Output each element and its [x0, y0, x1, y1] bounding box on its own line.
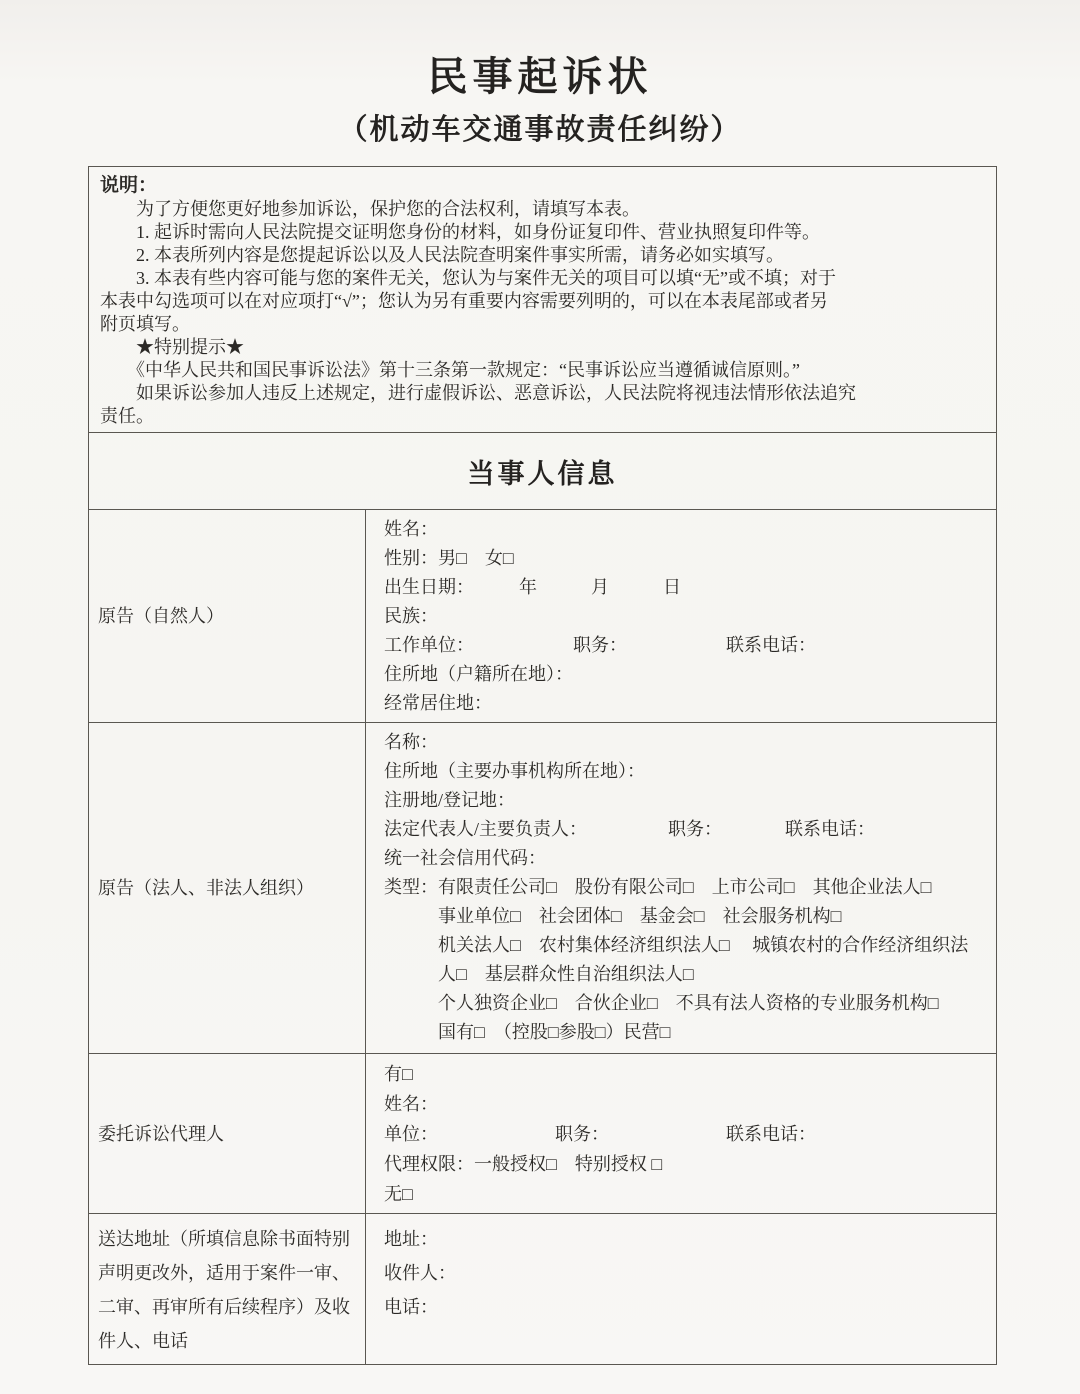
field-credit-code: 统一社会信用代码： [384, 848, 546, 868]
instructions-section [89, 167, 996, 432]
party-info-header: 当事人信息 [89, 432, 996, 509]
page-subtitle: （机动车交通事故责任纠纷） [338, 114, 742, 146]
row-label-plaintiff-natural: 原告（自然人） [89, 510, 366, 722]
field-org-type-checkboxes: 个人独资企业□ 合伙企业□ 不具有法人资格的专业服务机构□ [384, 993, 939, 1013]
instruction-line: 3. 本表有些内容可能与您的案件无关，您认为与案件无关的项目可以填“无”或不填；对于 [100, 268, 836, 288]
field-domicile: 住所地（户籍所在地）： [384, 664, 573, 684]
instruction-line: 《中华人民共和国民事诉讼法》第十三条第一款规定：“民事诉讼应当遵循诚信原则。” [100, 360, 800, 380]
field-org-type-checkboxes: 事业单位□ 社会团体□ 基金会□ 社会服务机构□ [384, 906, 842, 926]
field-habitual-residence: 经常居住地： [384, 693, 492, 713]
field-org-address: 住所地（主要办事机构所在地）： [384, 761, 645, 781]
field-org-registration-place: 注册地/登记地： [384, 790, 516, 810]
instruction-line: 如果诉讼参加人违反上述规定，进行虚假诉讼、恶意诉讼，人民法院将视违法情形依法追究 [100, 383, 856, 403]
row-label-delivery-address: 送达地址（所填信息除书面特别声明更改外，适用于案件一审、二审、再审所有后续程序）及收件人、电话 [89, 1214, 366, 1364]
instruction-line: 本表中勾选项可以在对应项打“√”；您认为另有重要内容需要列明的，可以在本表尾部或者另 [100, 291, 828, 311]
field-org-type-checkboxes: 人□ 基层群众性自治组织法人□ [384, 964, 694, 984]
form-table [88, 166, 997, 1365]
row-delivery-address [89, 1213, 996, 1364]
field-delivery-phone: 电话： [384, 1297, 438, 1317]
field-ethnicity: 民族： [384, 606, 438, 626]
field-birthdate: 出生日期： 年 月 日 [384, 577, 681, 597]
row-content-plaintiff-organization [366, 723, 996, 1053]
page-title: 民事起诉状 [427, 54, 653, 99]
field-org-type-checkboxes: 类型：有限责任公司□ 股份有限公司□ 上市公司□ 其他企业法人□ [384, 877, 932, 897]
row-plaintiff-natural-person [89, 509, 996, 722]
row-content-litigation-agent [366, 1054, 996, 1213]
field-agent-has-checkbox: 有□ [384, 1064, 413, 1084]
row-label-plaintiff-organization: 原告（法人、非法人组织） [89, 723, 366, 1053]
field-agent-none-checkbox: 无□ [384, 1184, 413, 1204]
field-legal-representative: 法定代表人/主要负责人： 职务： 联系电话： [384, 819, 875, 839]
instruction-line: 为了方便您更好地参加诉讼，保护您的合法权利，请填写本表。 [100, 199, 640, 219]
instruction-line: 附页填写。 [100, 314, 190, 334]
field-org-type-checkboxes: 机关法人□ 农村集体经济组织法人□ 城镇农村的合作经济组织法 [384, 935, 969, 955]
instruction-line: 2. 本表所列内容是您提起诉讼以及人民法院查明案件事实所需，请务必如实填写。 [100, 245, 784, 265]
field-delivery-recipient: 收件人： [384, 1263, 456, 1283]
field-agent-unit-position-phone: 单位： 职务： 联系电话： [384, 1124, 816, 1144]
field-delivery-address: 地址： [384, 1229, 438, 1249]
instruction-line: 责任。 [100, 406, 154, 426]
field-org-name: 名称： [384, 732, 438, 752]
field-agent-authority-checkboxes: 代理权限：一般授权□ 特别授权 □ [384, 1154, 663, 1174]
field-name: 姓名： [384, 519, 438, 539]
row-label-litigation-agent: 委托诉讼代理人 [89, 1054, 366, 1213]
field-gender-checkboxes: 性别：男□ 女□ [384, 548, 514, 568]
field-org-type-checkboxes: 国有□ （控股□参股□）民营□ [384, 1022, 671, 1042]
row-litigation-agent [89, 1053, 996, 1213]
instruction-special-note: ★特别提示★ [100, 337, 244, 357]
instructions-heading: 说明： [100, 175, 158, 196]
field-employer-position-phone: 工作单位： 职务： 联系电话： [384, 635, 816, 655]
field-agent-name: 姓名： [384, 1094, 438, 1114]
row-content-plaintiff-natural [366, 510, 996, 722]
row-plaintiff-organization [89, 722, 996, 1053]
row-content-delivery-address [366, 1214, 996, 1364]
instruction-line: 1. 起诉时需向人民法院提交证明您身份的材料，如身份证复印件、营业执照复印件等。 [100, 222, 820, 242]
